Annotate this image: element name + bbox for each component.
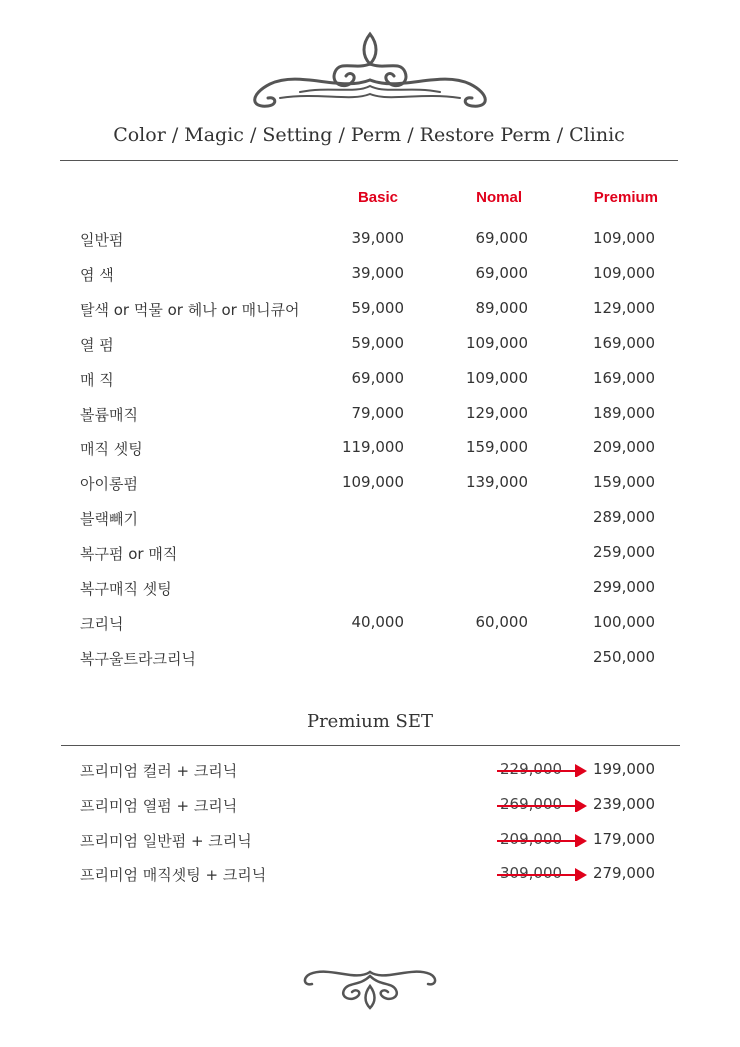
menu-item-name: 복구펌 or 매직 — [80, 545, 178, 564]
price-basic: 119,000 — [341, 438, 404, 457]
set-row — [0, 795, 740, 815]
price-premium: 100,000 — [592, 612, 655, 631]
column-header-premium: Premium — [593, 189, 658, 206]
menu-row — [0, 543, 740, 563]
premium-set-title: Premium SET — [306, 711, 434, 732]
old-price: 229,000 — [500, 760, 563, 778]
set-row — [0, 830, 740, 850]
price-basic: 59,000 — [351, 333, 404, 352]
new-price: 199,000 — [592, 760, 655, 778]
price-nomal: 60,000 — [475, 612, 528, 631]
menu-row — [0, 334, 740, 354]
price-basic: 40,000 — [351, 612, 404, 631]
price-premium: 159,000 — [592, 473, 655, 492]
price-premium: 129,000 — [592, 298, 655, 317]
price-basic: 79,000 — [351, 403, 404, 422]
set-item-name: 프리미엄 매직셋팅 + 크리닉 — [80, 866, 267, 885]
menu-item-name: 매직 셋팅 — [80, 440, 143, 459]
new-price: 279,000 — [592, 864, 655, 883]
menu-item-name: 아이롱펌 — [80, 475, 138, 494]
price-nomal: 89,000 — [475, 298, 528, 317]
menu-item-name: 블랙빼기 — [80, 510, 138, 529]
price-premium: 169,000 — [592, 368, 655, 387]
price-nomal: 109,000 — [465, 368, 528, 387]
menu-row — [0, 578, 740, 598]
new-price: 239,000 — [592, 794, 655, 813]
set-item-name: 프리미엄 컬러 + 크리닉 — [80, 762, 238, 780]
price-basic: 39,000 — [351, 263, 404, 282]
column-header-basic: Basic — [357, 189, 398, 206]
menu-row — [0, 299, 740, 319]
menu-row — [0, 229, 740, 249]
price-nomal: 69,000 — [475, 229, 528, 247]
price-basic: 39,000 — [351, 229, 404, 247]
old-price: 309,000 — [500, 864, 563, 883]
price-premium: 250,000 — [592, 647, 655, 666]
price-premium: 259,000 — [592, 543, 655, 562]
menu-item-name: 매 직 — [80, 370, 114, 389]
price-basic: 109,000 — [341, 473, 404, 492]
ornament-bottom-icon — [300, 962, 440, 1012]
menu-row — [0, 264, 740, 284]
menu-item-name: 볼륨매직 — [80, 405, 138, 424]
set-item-name: 프리미엄 열펌 + 크리닉 — [80, 796, 238, 815]
menu-item-name: 열 펌 — [80, 335, 114, 354]
menu-row — [0, 648, 740, 668]
price-basic: 59,000 — [351, 298, 404, 317]
menu-row — [0, 473, 740, 493]
divider-top — [60, 160, 678, 161]
menu-row — [0, 438, 740, 458]
price-nomal: 69,000 — [475, 263, 528, 282]
price-nomal: 139,000 — [465, 473, 528, 492]
price-premium: 169,000 — [592, 333, 655, 352]
price-nomal: 159,000 — [465, 438, 528, 457]
set-row — [0, 864, 740, 884]
price-premium: 209,000 — [592, 438, 655, 457]
price-premium: 189,000 — [592, 403, 655, 422]
price-basic: 69,000 — [351, 368, 404, 387]
menu-row — [0, 369, 740, 389]
price-nomal: 129,000 — [465, 403, 528, 422]
divider-set — [61, 745, 680, 746]
menu-row — [0, 613, 740, 633]
menu-item-name: 복구울트라크리닉 — [80, 649, 196, 668]
price-premium: 299,000 — [592, 578, 655, 596]
menu-item-name: 일반펌 — [80, 231, 124, 249]
price-premium: 289,000 — [592, 508, 655, 527]
menu-row — [0, 404, 740, 424]
price-premium: 109,000 — [592, 229, 655, 247]
menu-item-name: 크리닉 — [80, 614, 124, 633]
price-nomal: 109,000 — [465, 333, 528, 352]
price-premium: 109,000 — [592, 263, 655, 282]
ornament-top-icon — [240, 30, 500, 112]
column-header-nomal: Nomal — [476, 189, 522, 206]
old-price: 269,000 — [500, 794, 563, 813]
menu-row — [0, 508, 740, 528]
new-price: 179,000 — [592, 829, 655, 848]
menu-item-name: 복구매직 셋팅 — [80, 580, 172, 598]
old-price: 209,000 — [500, 829, 563, 848]
menu-item-name: 탈색 or 먹물 or 헤나 or 매니큐어 — [80, 300, 300, 319]
set-item-name: 프리미엄 일반펌 + 크리닉 — [80, 831, 252, 850]
menu-item-name: 염 색 — [80, 265, 114, 284]
set-row — [0, 760, 740, 780]
page-title: Color / Magic / Setting / Perm / Restore Perm / Clinic — [113, 124, 625, 146]
